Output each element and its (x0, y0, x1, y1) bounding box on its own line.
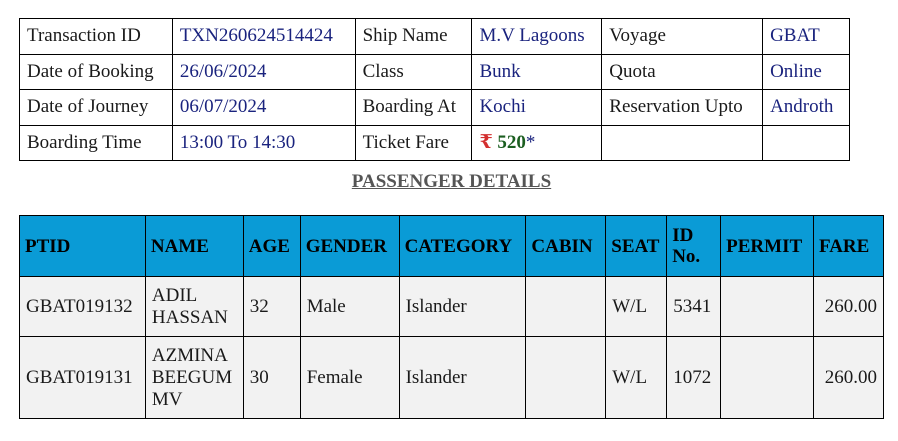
boarding-at-label: Boarding At (355, 90, 472, 126)
passenger-details-title: PASSENGER DETAILS (351, 171, 552, 192)
header-age: AGE (243, 216, 300, 277)
passenger-ptid: GBAT019132 (20, 277, 146, 337)
quota-value: Online (763, 54, 850, 90)
class-label: Class (355, 54, 472, 90)
class-value: Bunk (472, 54, 602, 90)
journey-row (20, 125, 850, 161)
passenger-category: Islander (399, 337, 526, 419)
passenger-permit (721, 337, 814, 419)
transaction-id-value: TXN260624514424 (172, 19, 355, 55)
booking-date-label: Date of Booking (20, 54, 173, 90)
passenger-age: 32 (243, 277, 300, 337)
header-name: NAME (145, 216, 243, 277)
header-ptid: PTID (20, 216, 146, 277)
passenger-fare: 260.00 (814, 277, 884, 337)
boarding-time-value: 13:00 To 14:30 (172, 125, 355, 161)
header-seat: SEAT (606, 216, 667, 277)
header-fare: FARE (814, 216, 884, 277)
reservation-upto-label: Reservation Upto (602, 90, 763, 126)
journey-info-table (19, 18, 850, 161)
passenger-permit (721, 277, 814, 337)
journey-row (20, 19, 850, 55)
ship-name-label: Ship Name (355, 19, 472, 55)
empty-cell (602, 125, 763, 161)
header-id-no: ID No. (667, 216, 721, 277)
passenger-name: AZMINA BEEGUM MV (145, 337, 243, 419)
reservation-upto-value: Androth (763, 90, 850, 126)
passenger-cabin (526, 337, 606, 419)
ticket-fare-value (472, 125, 602, 161)
passenger-seat: W/L (606, 337, 667, 419)
empty-cell (763, 125, 850, 161)
passenger-gender: Female (300, 337, 399, 419)
header-gender: GENDER (300, 216, 399, 277)
journey-row (20, 90, 850, 126)
boarding-at-value: Kochi (472, 90, 602, 126)
boarding-time-label: Boarding Time (20, 125, 173, 161)
ticket-fare-amount: 520 (497, 132, 526, 154)
passenger-table (19, 215, 884, 419)
journey-date-label: Date of Journey (20, 90, 173, 126)
quota-label: Quota (602, 54, 763, 90)
rupee-icon: ₹ (479, 132, 493, 154)
voyage-value: GBAT (763, 19, 850, 55)
booking-date-value: 26/06/2024 (172, 54, 355, 90)
passenger-age: 30 (243, 337, 300, 419)
journey-date-value: 06/07/2024 (172, 90, 355, 126)
journey-row (20, 54, 850, 90)
passenger-fare: 260.00 (814, 337, 884, 419)
header-permit: PERMIT (721, 216, 814, 277)
passenger-id-no: 1072 (667, 337, 721, 419)
passenger-ptid: GBAT019131 (20, 337, 146, 419)
header-category: CATEGORY (399, 216, 526, 277)
ticket-fare-label: Ticket Fare (355, 125, 472, 161)
header-cabin: CABIN (526, 216, 606, 277)
passenger-name: ADIL HASSAN (145, 277, 243, 337)
table-row (20, 277, 884, 337)
passenger-id-no: 5341 (667, 277, 721, 337)
passenger-cabin (526, 277, 606, 337)
passenger-category: Islander (399, 277, 526, 337)
passenger-header-row (20, 216, 884, 277)
passenger-gender: Male (300, 277, 399, 337)
ticket-fare-asterisk: * (525, 132, 536, 154)
voyage-label: Voyage (602, 19, 763, 55)
passenger-seat: W/L (606, 277, 667, 337)
table-row (20, 337, 884, 419)
ship-name-value: M.V Lagoons (472, 19, 602, 55)
transaction-id-label: Transaction ID (20, 19, 173, 55)
